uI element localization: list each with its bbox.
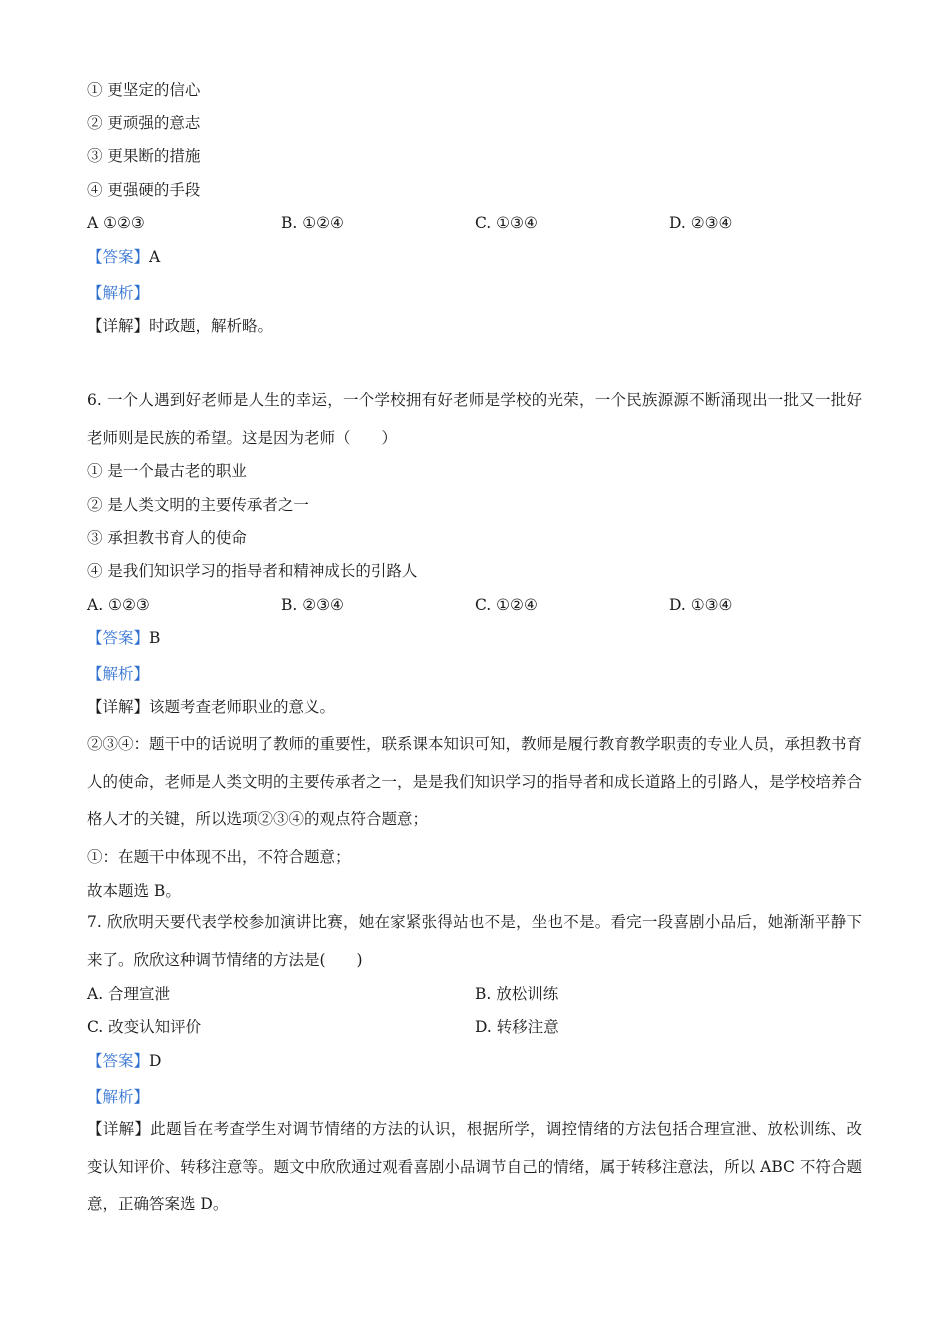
detail-text: 该题考查老师职业的意义。 bbox=[149, 698, 336, 716]
q5-detail bbox=[87, 316, 273, 336]
q5-item-3: ③ 更果断的措施 bbox=[87, 147, 201, 165]
analysis-tag: 【解析】 bbox=[87, 284, 150, 302]
q6-option-b: B. ②③④ bbox=[281, 596, 344, 614]
q7-stem: 7. 欣欣明天要代表学校参加演讲比赛，她在家紧张得站也不是，坐也不是。看完一段喜剧小品后，她渐渐平静下来了。欣欣这种调节情绪的方法是( ) bbox=[87, 913, 862, 969]
q5-option-a: A ①②③ bbox=[87, 214, 145, 232]
q5-option-b: B. ①②④ bbox=[281, 214, 344, 232]
q6-option-a: A. ①②③ bbox=[87, 596, 150, 614]
q6-item-2: ② 是人类文明的主要传承者之一 bbox=[87, 496, 309, 514]
q5-option-c: C. ①③④ bbox=[475, 214, 538, 232]
detail-tag: 【详解】 bbox=[87, 1120, 151, 1138]
answer-tag: 【答案】 bbox=[87, 629, 150, 647]
q6-analysis bbox=[87, 664, 149, 684]
q6-option-c: C. ①②④ bbox=[475, 596, 538, 614]
detail-text: 此题旨在考查学生对调节情绪的方法的认识，根据所学，调控情绪的方法包括合理宣泄、放松训练、改变认知评价、转移注意等。题文中欣欣通过观看喜剧小品调节自己的情绪，属于转移注意法，所以 ABC 不符合题意，正确答案选 D。 bbox=[87, 1120, 862, 1213]
q6-item-3: ③ 承担教书育人的使命 bbox=[87, 529, 247, 547]
q5-item-1: ① 更坚定的信心 bbox=[87, 81, 201, 99]
analysis-tag: 【解析】 bbox=[87, 665, 150, 683]
q7-option-d: D. 转移注意 bbox=[475, 1018, 559, 1036]
detail-tag: 【详解】 bbox=[87, 317, 150, 335]
q6-item-1: ① 是一个最古老的职业 bbox=[87, 462, 247, 480]
answer-value: A bbox=[149, 248, 161, 266]
answer-tag: 【答案】 bbox=[87, 1052, 150, 1070]
q5-item-4: ④ 更强硬的手段 bbox=[87, 181, 201, 199]
q7-option-c: C. 改变认知评价 bbox=[87, 1018, 202, 1036]
q5-option-d: D. ②③④ bbox=[669, 214, 733, 232]
analysis-tag: 【解析】 bbox=[87, 1088, 150, 1106]
q6-option-d: D. ①③④ bbox=[669, 596, 733, 614]
q7-detail bbox=[87, 1111, 862, 1224]
q7-analysis bbox=[87, 1087, 149, 1107]
q5-answer bbox=[87, 247, 160, 267]
q6-stem: 6. 一个人遇到好老师是人生的幸运，一个学校拥有好老师是学校的光荣，一个民族源源不断涌现出一批又一批好老师则是民族的希望。这是因为老师（ ） bbox=[87, 391, 862, 447]
q6-detail bbox=[87, 697, 335, 717]
q7-answer bbox=[87, 1051, 161, 1071]
q6-explain-1: ②③④：题干中的话说明了教师的重要性，联系课本知识可知，教师是履行教育教学职责的专业人员，承担教书育人的使命，老师是人类文明的主要传承者之一，是是我们知识学习的指导者和成长道路上的引路人，是学校培养合格人才的关键，所以选项②③④的观点符合题意； bbox=[87, 735, 863, 828]
detail-tag: 【详解】 bbox=[87, 698, 150, 716]
detail-text: 时政题，解析略。 bbox=[149, 317, 274, 335]
q7-option-b: B. 放松训练 bbox=[475, 985, 559, 1003]
q5-analysis bbox=[87, 283, 149, 303]
answer-tag: 【答案】 bbox=[87, 248, 150, 266]
q6-answer bbox=[87, 628, 160, 648]
q6-item-4: ④ 是我们知识学习的指导者和精神成长的引路人 bbox=[87, 562, 418, 580]
q6-explain-2: ①：在题干中体现不出，不符合题意； bbox=[87, 848, 351, 866]
answer-value: D bbox=[149, 1052, 162, 1070]
q7-option-a: A. 合理宣泄 bbox=[87, 985, 171, 1003]
q6-explain-3: 故本题选 B。 bbox=[87, 882, 181, 900]
answer-value: B bbox=[149, 629, 161, 647]
q5-item-2: ② 更顽强的意志 bbox=[87, 114, 201, 132]
